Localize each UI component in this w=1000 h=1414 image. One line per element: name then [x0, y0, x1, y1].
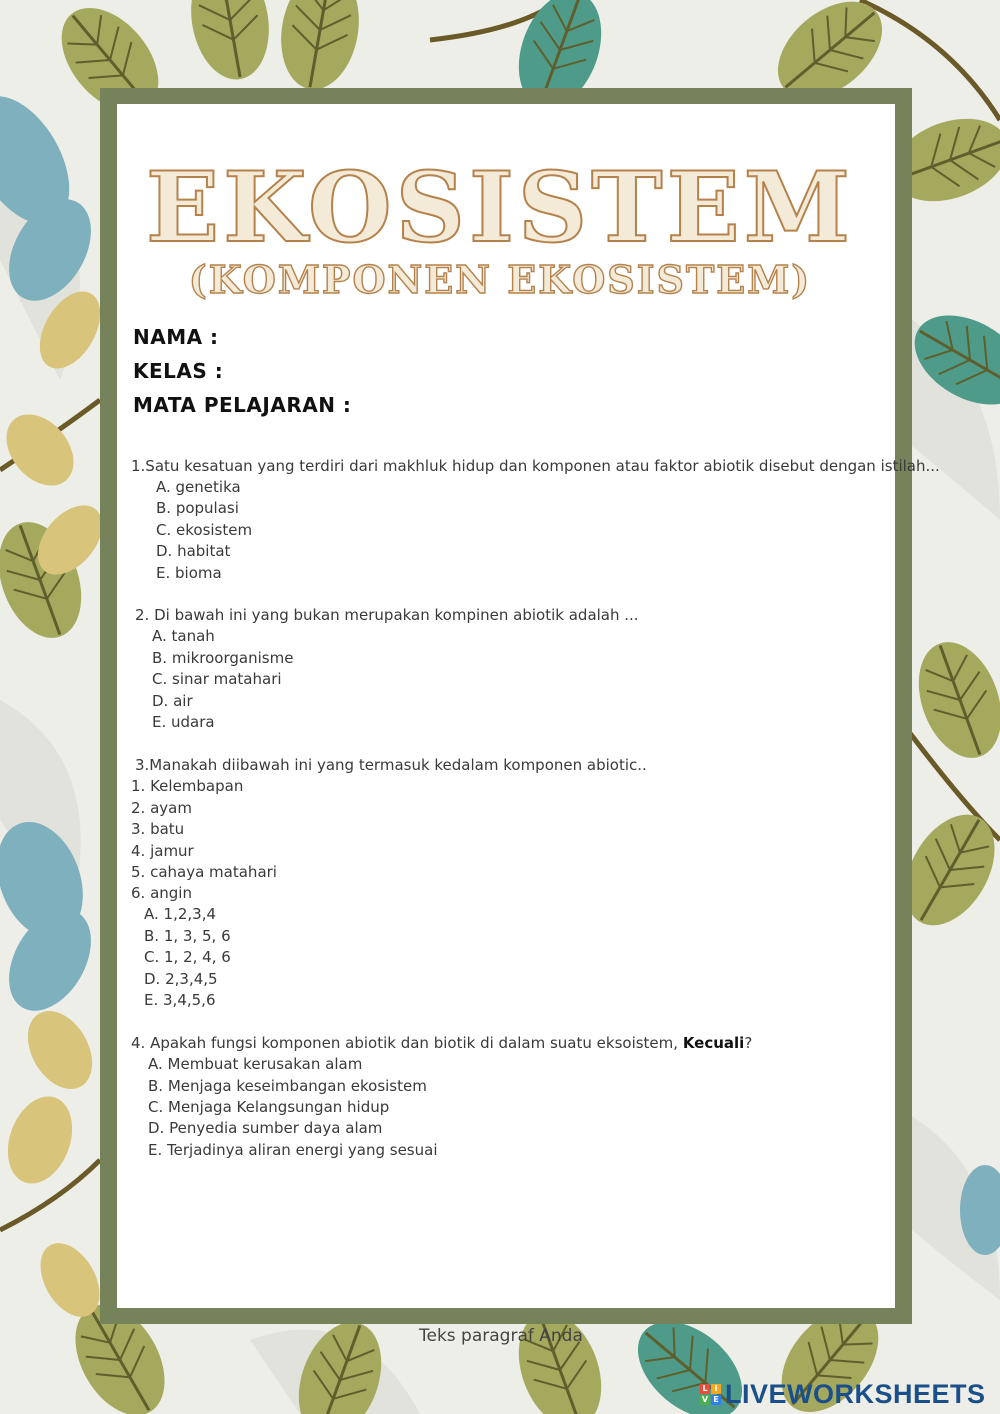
page-title: EKOSISTEM: [145, 151, 855, 264]
question-1-option-e[interactable]: E. bioma: [156, 564, 222, 582]
question-4-text-after: ?: [744, 1034, 753, 1052]
question-3-option-b[interactable]: B. 1, 3, 5, 6: [144, 927, 231, 945]
question-4-option-e[interactable]: E. Terjadinya aliran energi yang sesuai: [148, 1141, 438, 1159]
question-1-option-a[interactable]: A. genetika: [156, 478, 241, 496]
question-1-option-b[interactable]: B. populasi: [156, 499, 239, 517]
question-2-option-e[interactable]: E. udara: [152, 713, 215, 731]
page-subtitle: (KOMPONEN EKOSISTEM): [188, 257, 812, 302]
question-1-option-c[interactable]: C. ekosistem: [156, 521, 253, 539]
question-3-text: 3.Manakah diibawah ini yang termasuk kedalam komponen abiotic..: [135, 756, 647, 774]
question-3-item-1: 1. Kelembapan: [131, 777, 244, 795]
logo-letter-i: I: [711, 1384, 721, 1394]
logo-letter-e: E: [711, 1395, 721, 1405]
question-3-item-4: 4. jamur: [131, 842, 194, 860]
question-3-option-e[interactable]: E. 3,4,5,6: [144, 991, 216, 1009]
logo-letter-l: L: [700, 1384, 710, 1394]
question-3-item-5: 5. cahaya matahari: [131, 863, 277, 881]
question-4-option-d[interactable]: D. Penyedia sumber daya alam: [148, 1119, 383, 1137]
subject-label: MATA PELAJARAN :: [133, 393, 352, 417]
question-1-text: 1.Satu kesatuan yang terdiri dari makhluk hidup dan komponen atau faktor abiotik disebut dengan istilah...: [131, 457, 940, 475]
question-2-text: 2. Di bawah ini yang bukan merupakan kompinen abiotik adalah ...: [135, 606, 639, 624]
class-label: KELAS :: [133, 359, 224, 383]
liveworksheets-logo-icon: [700, 1384, 721, 1405]
question-4-text: [131, 1033, 752, 1054]
question-2-option-c[interactable]: C. sinar matahari: [152, 670, 282, 688]
liveworksheets-brand[interactable]: [700, 1380, 986, 1408]
brand-name: LIVEWORKSHEETS: [725, 1378, 986, 1409]
question-3-option-a[interactable]: A. 1,2,3,4: [144, 905, 217, 923]
question-1-option-d[interactable]: D. habitat: [156, 542, 231, 560]
question-4-option-b[interactable]: B. Menjaga keseimbangan ekosistem: [148, 1077, 427, 1095]
footer-placeholder-text: Teks paragraf Anda: [419, 1326, 583, 1346]
question-4-option-c[interactable]: C. Menjaga Kelangsungan hidup: [148, 1098, 390, 1116]
name-label: NAMA :: [133, 325, 219, 349]
question-2-option-a[interactable]: A. tanah: [152, 627, 215, 645]
logo-letter-v: V: [701, 1395, 709, 1404]
question-3-option-d[interactable]: D. 2,3,4,5: [144, 970, 218, 988]
question-3-item-6: 6. angin: [131, 884, 192, 902]
question-4-text-before: 4. Apakah fungsi komponen abiotik dan biotik di dalam suatu eksoistem,: [131, 1034, 683, 1052]
question-3-item-3: 3. batu: [131, 820, 185, 838]
question-2-option-d[interactable]: D. air: [152, 692, 193, 710]
question-4-option-a[interactable]: A. Membuat kerusakan alam: [148, 1055, 363, 1073]
question-3-option-c[interactable]: C. 1, 2, 4, 6: [144, 948, 231, 966]
question-4-text-bold: Kecuali: [682, 1034, 745, 1052]
question-3-item-2: 2. ayam: [131, 799, 192, 817]
question-2-option-b[interactable]: B. mikroorganisme: [152, 649, 294, 667]
